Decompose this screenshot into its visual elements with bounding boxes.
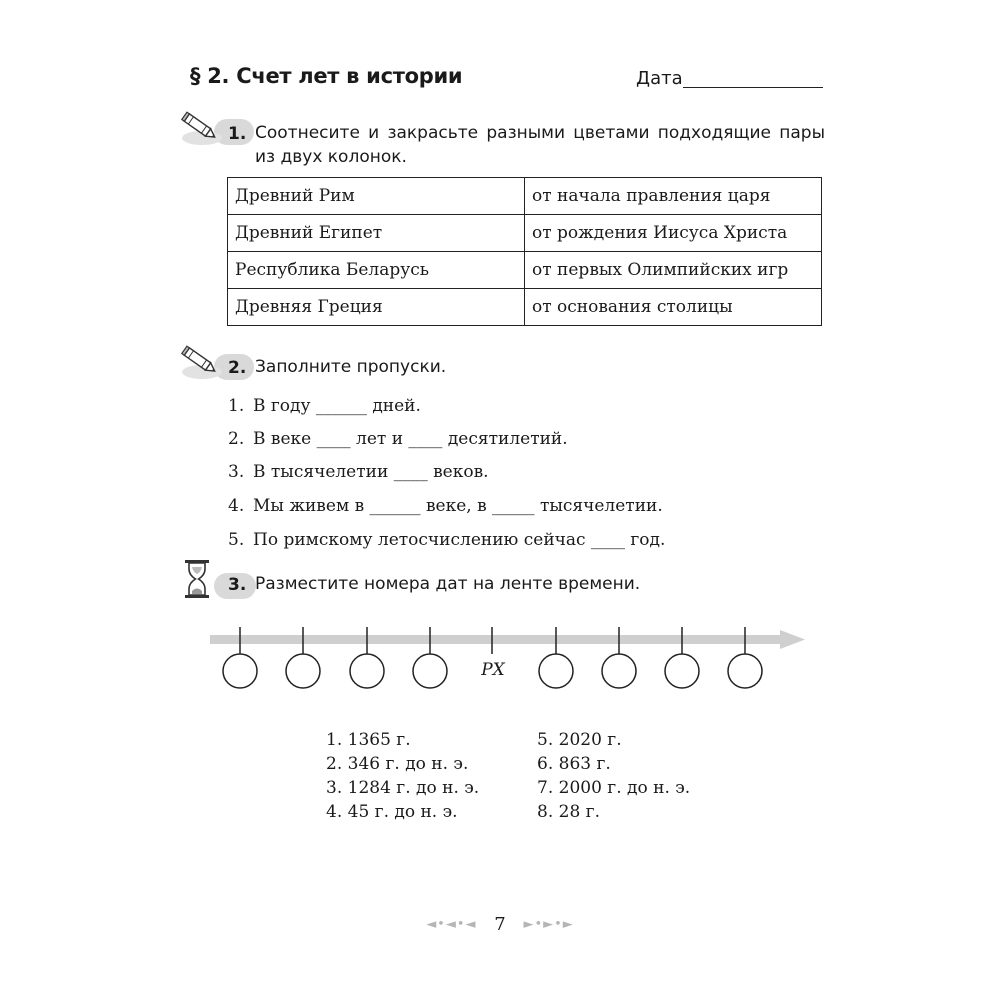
dates-column-left xyxy=(326,728,479,824)
dates-column-right xyxy=(537,728,690,824)
task-1-instruction: Соотнесите и закрасьте разными цветами подходящие пары из двух колонок. xyxy=(255,123,825,167)
timeline-slot-7 xyxy=(665,654,699,688)
ornament-right: ►•►•► xyxy=(523,917,574,932)
task-3-marker xyxy=(180,559,260,599)
task-1-number: 1. xyxy=(228,124,247,144)
timeline-slot-6 xyxy=(602,654,636,688)
timeline-arrowhead xyxy=(780,630,805,649)
timeline-bar xyxy=(210,635,785,644)
list-item-text: По римскому летосчислению сейчас ____ год. xyxy=(253,530,666,550)
page-footer xyxy=(0,914,1000,935)
table-cell-left[interactable]: Древняя Греция xyxy=(228,289,525,326)
list-item-number: 5. xyxy=(228,530,245,550)
pencil-icon xyxy=(178,108,222,148)
table-row xyxy=(228,289,822,326)
table-cell-left[interactable]: Древний Рим xyxy=(228,178,525,215)
timeline-slot-4 xyxy=(413,654,447,688)
date-item: 4. 45 г. до н. э. xyxy=(326,802,458,822)
list-item-number: 2. xyxy=(228,429,245,449)
date-label: Дата xyxy=(636,68,683,89)
list-item-number: 3. xyxy=(228,462,245,482)
list-item[interactable] xyxy=(228,496,663,516)
list-item[interactable] xyxy=(228,530,665,550)
task-2-number: 2. xyxy=(228,358,247,378)
ornament-left: ◄•◄•◄ xyxy=(426,917,477,932)
table-cell-right[interactable]: от основания столицы xyxy=(525,289,822,326)
table-row xyxy=(228,215,822,252)
date-item: 7. 2000 г. до н. э. xyxy=(537,778,691,798)
list-item-text: В веке ____ лет и ____ десятилетий. xyxy=(253,429,568,449)
matching-table xyxy=(227,177,822,326)
table-cell-right[interactable]: от рождения Иисуса Христа xyxy=(525,215,822,252)
timeline-center-label: РХ xyxy=(481,660,505,680)
timeline-slot-5 xyxy=(539,654,573,688)
list-item-number: 4. xyxy=(228,496,245,516)
hourglass-icon xyxy=(183,559,211,599)
task-3-number: 3. xyxy=(228,575,247,595)
list-item[interactable] xyxy=(228,396,421,416)
task-3-instruction: Разместите номера дат на ленте времени. xyxy=(255,574,641,594)
list-item[interactable] xyxy=(228,429,568,449)
timeline-slot-1 xyxy=(223,654,257,688)
pencil-icon xyxy=(178,342,222,382)
timeline-slot-2 xyxy=(286,654,320,688)
table-cell-right[interactable]: от первых Олимпийских игр xyxy=(525,252,822,289)
table-cell-left[interactable]: Древний Египет xyxy=(228,215,525,252)
timeline-slot-8 xyxy=(728,654,762,688)
timeline-slot-3 xyxy=(350,654,384,688)
date-item: 3. 1284 г. до н. э. xyxy=(326,778,480,798)
date-item: 5. 2020 г. xyxy=(537,730,622,750)
date-input-line[interactable] xyxy=(683,87,823,88)
table-row xyxy=(228,178,822,215)
list-item-text: В тысячелетии ____ веков. xyxy=(253,462,489,482)
list-item-text: Мы живем в ______ веке, в _____ тысячелетии. xyxy=(253,496,663,516)
date-item: 2. 346 г. до н. э. xyxy=(326,754,469,774)
date-item: 8. 28 г. xyxy=(537,802,600,822)
table-cell-left[interactable]: Республика Беларусь xyxy=(228,252,525,289)
page-title: § 2. Счет лет в истории xyxy=(190,64,463,88)
task-2-instruction: Заполните пропуски. xyxy=(255,357,447,377)
table-row xyxy=(228,252,822,289)
table-cell-right[interactable]: от начала правления царя xyxy=(525,178,822,215)
page-number: 7 xyxy=(494,914,506,935)
list-item-number: 1. xyxy=(228,396,245,416)
date-item: 1. 1365 г. xyxy=(326,730,411,750)
list-item-text: В году ______ дней. xyxy=(253,396,421,416)
list-item[interactable] xyxy=(228,462,489,482)
date-item: 6. 863 г. xyxy=(537,754,611,774)
